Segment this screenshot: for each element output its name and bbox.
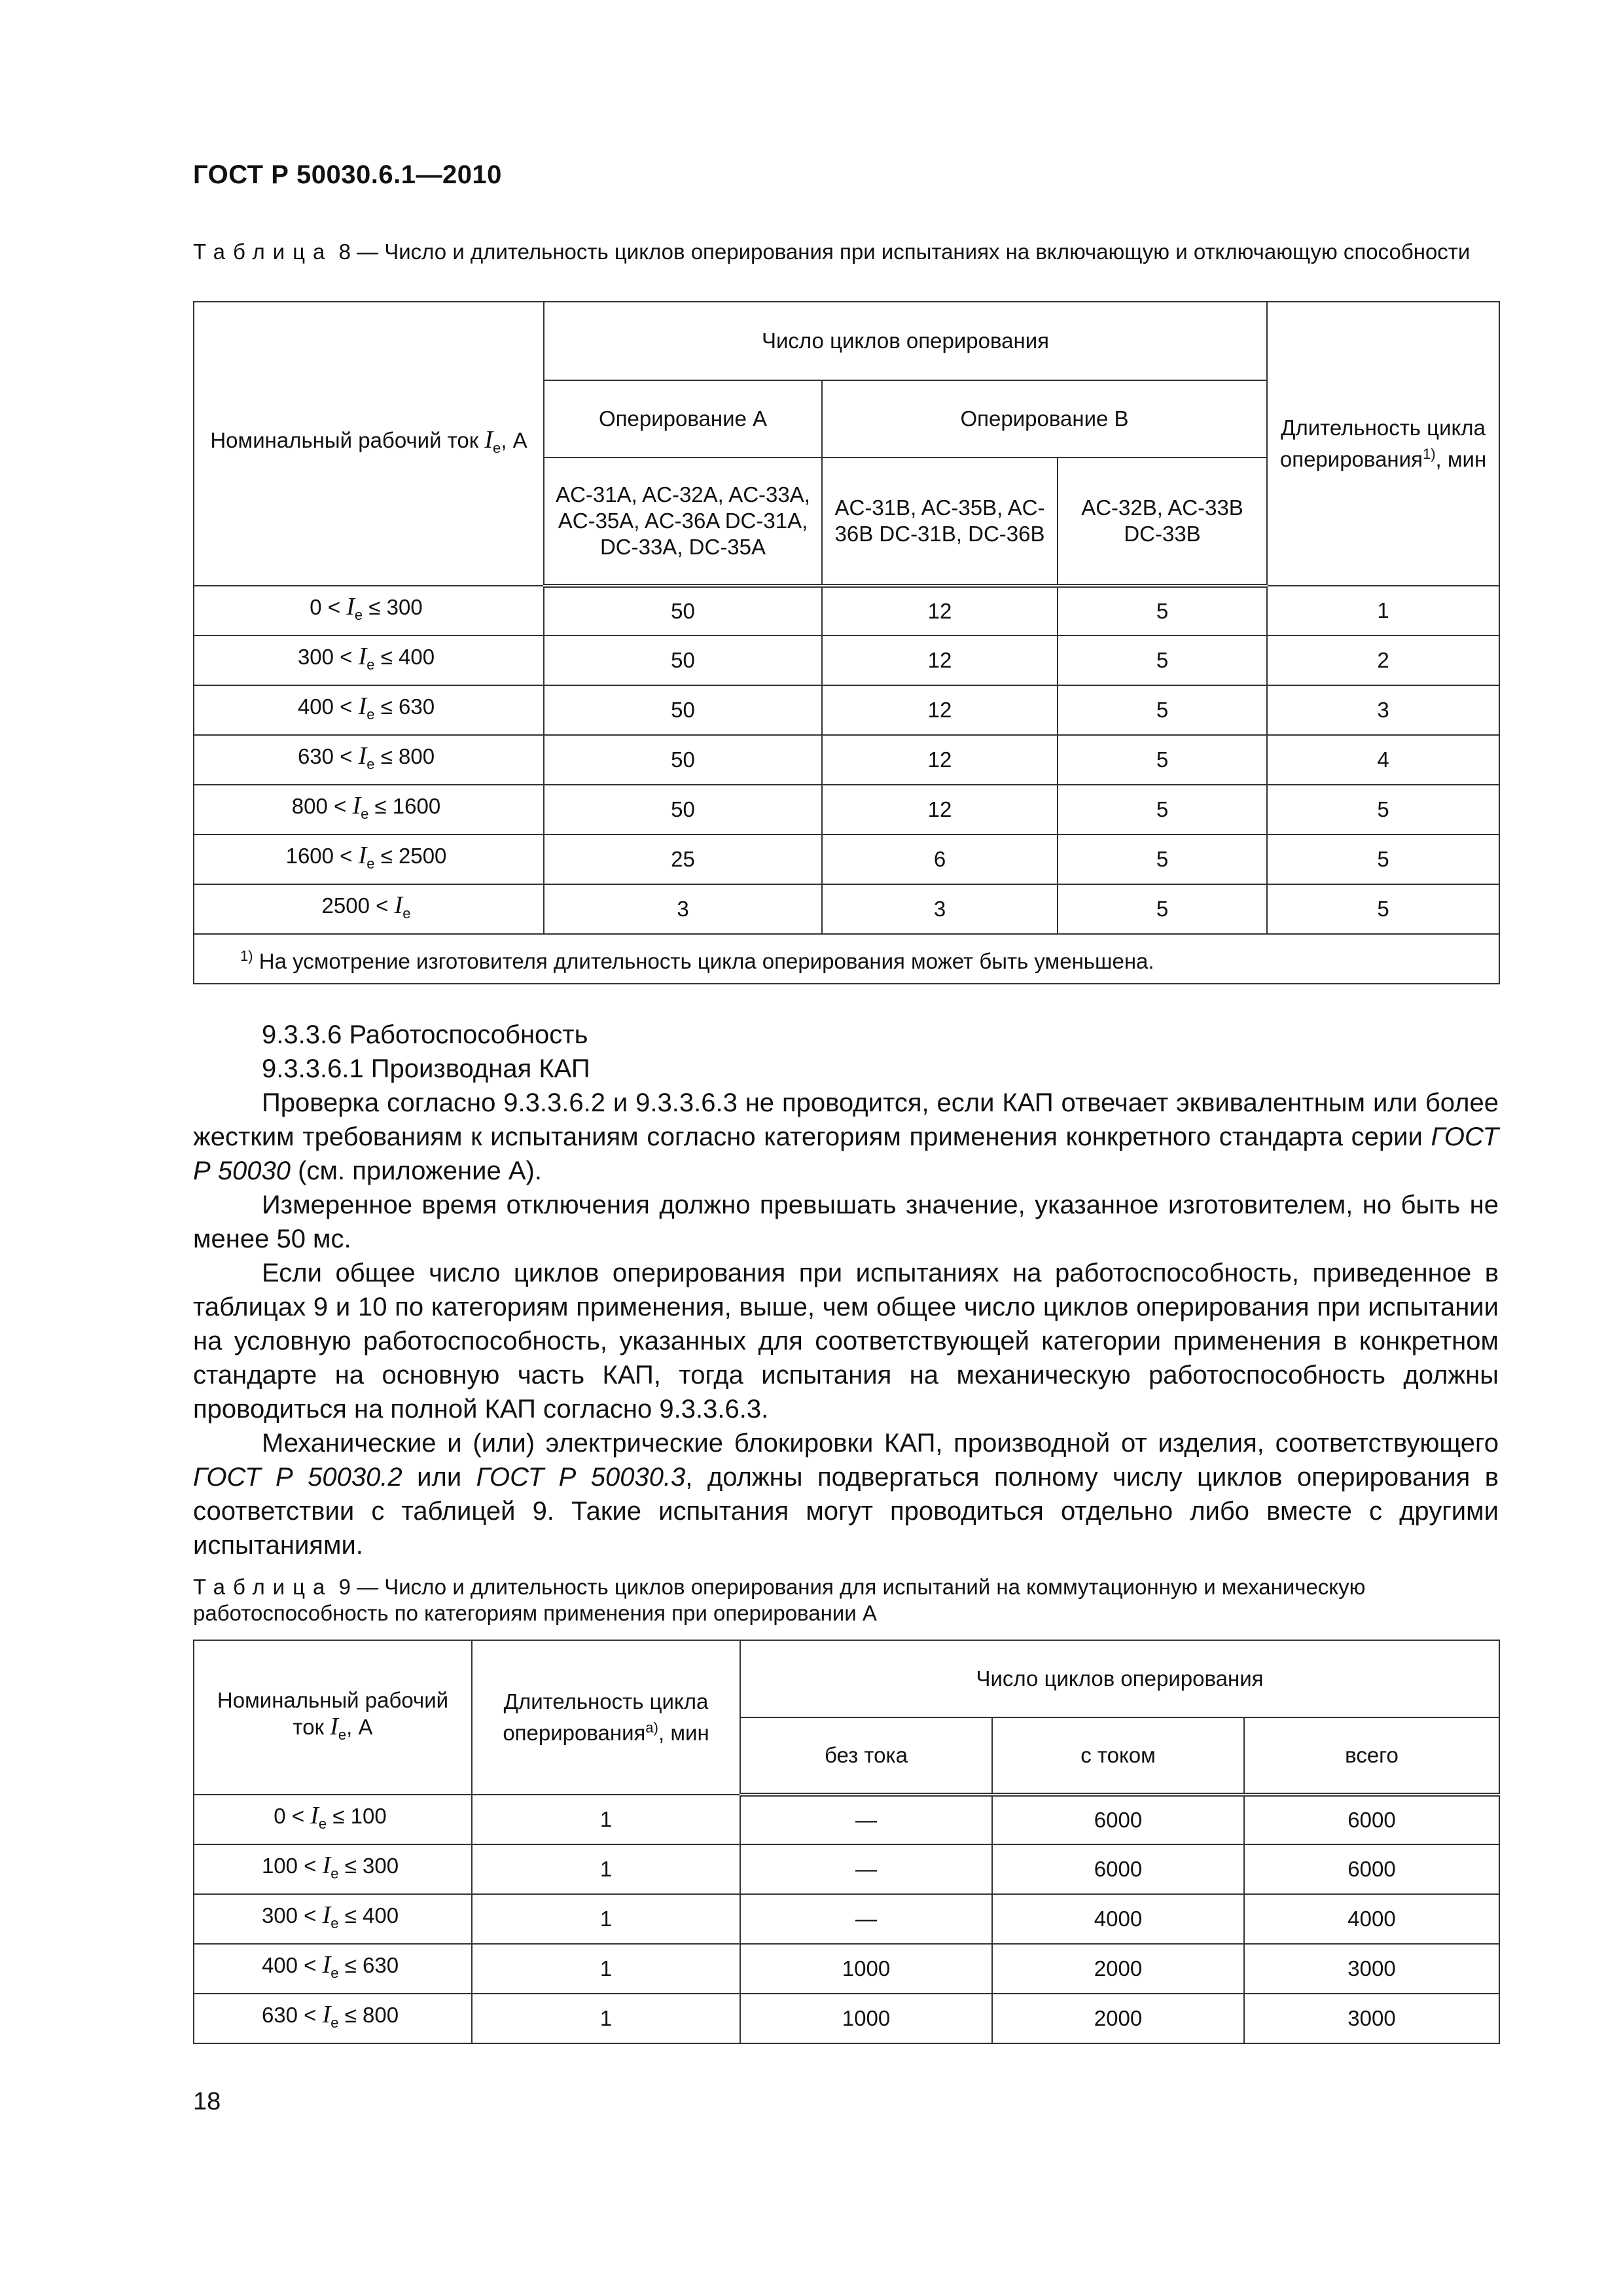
table-cell: 50 <box>544 685 822 735</box>
table8-head-opA: Оперирование А <box>544 380 822 457</box>
current-range-cell: $0 < I_e \le 100$ <box>194 1795 472 1844</box>
table-cell: — <box>740 1844 992 1894</box>
current-range-cell: $0 < I_e \le 300$ <box>194 586 544 636</box>
table-cell: 12 <box>822 785 1058 834</box>
table8 <box>193 301 1500 984</box>
table-cell: 50 <box>544 636 822 685</box>
table8-caption <box>193 239 1499 265</box>
table-row <box>194 1994 1499 2043</box>
current-range-cell: $300 < I_e \le 400$ <box>194 1894 472 1944</box>
subsection-heading: 9.3.3.6.1 Производная КАП <box>262 1054 590 1083</box>
table-cell: 3000 <box>1244 1994 1499 2043</box>
table-cell: 5 <box>1267 834 1499 884</box>
table-cell: 1 <box>472 1894 740 1944</box>
table-cell: 4000 <box>1244 1894 1499 1944</box>
current-range-cell: $630 < I_e \le 800$ <box>194 1994 472 2043</box>
table8-caption-text: 8 — Число и длительность циклов оперирования при испытаниях на включающую и отключающую способности <box>338 240 1471 264</box>
current-range-cell: $1600 < I_e \le 2500$ <box>194 834 544 884</box>
table-cell: 5 <box>1058 636 1267 685</box>
table-cell: 6000 <box>992 1844 1244 1894</box>
table-cell: 1 <box>472 1795 740 1844</box>
table-cell: 2 <box>1267 636 1499 685</box>
table9-caption-text: 9 — Число и длительность циклов оперирования для испытаний на коммутационную и механическую работоспособность по категориям применения при оперировании А <box>193 1575 1366 1625</box>
table-row <box>194 785 1499 834</box>
current-range-cell: $100 < I_e \le 300$ <box>194 1844 472 1894</box>
table8-head-catB2: AC-32B, AC-33B DC-33B <box>1058 457 1267 586</box>
page-number: 18 <box>193 2088 221 2115</box>
current-range-cell: $300 < I_e \le 400$ <box>194 636 544 685</box>
table-cell: 5 <box>1058 785 1267 834</box>
section-heading: 9.3.3.6 Работоспособность <box>262 1020 588 1049</box>
table-cell: 3 <box>544 884 822 934</box>
table-cell: 6 <box>822 834 1058 884</box>
table8-caption-label: Таблица <box>193 240 333 264</box>
table-cell: 1 <box>472 1994 740 2043</box>
table-cell: 12 <box>822 636 1058 685</box>
table-cell: 2000 <box>992 1994 1244 2043</box>
table9-head-current: Номинальный рабочий ток $I_e$, А <box>194 1640 472 1795</box>
table-cell: 5 <box>1058 884 1267 934</box>
table8-head-current: Номинальный рабочий ток $I_e$, А <box>194 302 544 586</box>
table-cell: 6000 <box>1244 1844 1499 1894</box>
table-cell: 4 <box>1267 735 1499 785</box>
table-cell: 1 <box>1267 586 1499 636</box>
current-range-cell: $400 < I_e \le 630$ <box>194 1944 472 1994</box>
table8-head-duration: Длительность цикла оперирования$^{1)}$, мин <box>1267 302 1499 586</box>
table8-footnote: $^{1)}$ На усмотрение изготовителя длительность цикла оперирования может быть уменьшена. <box>194 934 1499 984</box>
table-cell: 1 <box>472 1844 740 1894</box>
table-cell: 1 <box>472 1944 740 1994</box>
table-cell: 12 <box>822 685 1058 735</box>
table-cell: 50 <box>544 586 822 636</box>
current-range-cell: $2500 < I_e$ <box>194 884 544 934</box>
table-row <box>194 1894 1499 1944</box>
table-cell: — <box>740 1795 992 1844</box>
table9-head-duration: Длительность цикла оперирования$^{а)}$, мин <box>472 1640 740 1795</box>
table9-head-cycles: Число циклов оперирования <box>740 1640 1499 1717</box>
current-range-cell: $630 < I_e \le 800$ <box>194 735 544 785</box>
table-row <box>194 884 1499 934</box>
table-row <box>194 1944 1499 1994</box>
table-cell: 6000 <box>1244 1795 1499 1844</box>
table8-head-opB: Оперирование В <box>822 380 1267 457</box>
table-row <box>194 735 1499 785</box>
table-cell: 5 <box>1058 685 1267 735</box>
table-row <box>194 586 1499 636</box>
table-cell: 3000 <box>1244 1944 1499 1994</box>
table-row <box>194 834 1499 884</box>
table8-head-cycles: Число циклов оперирования <box>544 302 1267 380</box>
table9-head-with-current: с током <box>992 1717 1244 1795</box>
paragraph-3: Если общее число циклов оперирования при испытаниях на работоспособность, приведенное в таблицах 9 и 10 по категориям применения, выше, чем общее число циклов оперирования при испытании на условную работоспособность, указанных для соответствующей категории применения в конкретном стандарте на основную часть КАП, тогда испытания на механическую работоспособность должны проводиться на полной КАП согласно 9.3.3.6.3. <box>193 1259 1499 1424</box>
table-cell: 12 <box>822 586 1058 636</box>
table-cell: 6000 <box>992 1795 1244 1844</box>
current-range-cell: $400 < I_e \le 630$ <box>194 685 544 735</box>
paragraph-2: Измеренное время отключения должно превышать значение, указанное изготовителем, но быть не менее 50 мс. <box>193 1191 1499 1253</box>
section-9-3-3-6 <box>193 1018 1499 1562</box>
table-cell: 5 <box>1058 834 1267 884</box>
table9-head-no-current: без тока <box>740 1717 992 1795</box>
current-range-cell: $800 < I_e \le 1600$ <box>194 785 544 834</box>
table8-head-catA: AC-31A, AC-32A, AC-33A, AC-35A, AC-36A DC-31A, DC-33A, DC-35A <box>544 457 822 586</box>
table-cell: 1000 <box>740 1944 992 1994</box>
table-cell: 3 <box>822 884 1058 934</box>
table-cell: 12 <box>822 735 1058 785</box>
table8-head-catB1: AC-31B, AC-35B, AC-36B DC-31B, DC-36B <box>822 457 1058 586</box>
table-cell: 5 <box>1058 586 1267 636</box>
table-cell: 5 <box>1267 884 1499 934</box>
table-cell: 5 <box>1058 735 1267 785</box>
paragraph-4: Механические и (или) электрические блокировки КАП, производной от изделия, соответствующего ГОСТ Р 50030.2 или ГОСТ Р 50030.3, должны подвергаться полному числу циклов оперирования в соответствии с таблицей 9. Такие испытания могут проводиться отдельно либо вместе с другими испытаниями. <box>193 1429 1499 1560</box>
table-cell: 50 <box>544 735 822 785</box>
table-row <box>194 685 1499 735</box>
paragraph-1: Проверка согласно 9.3.3.6.2 и 9.3.3.6.3 не проводится, если КАП отвечает эквивалентным или более жестким требованиям к испытаниям согласно категориям применения конкретного стандарта серии ГОСТ Р 50030 (см. приложение А). <box>193 1088 1499 1185</box>
table-row <box>194 1844 1499 1894</box>
table-cell: 4000 <box>992 1894 1244 1944</box>
table-cell: 5 <box>1267 785 1499 834</box>
table-cell: — <box>740 1894 992 1944</box>
table-row <box>194 1795 1499 1844</box>
table9-caption-label: Таблица <box>193 1575 333 1599</box>
table-cell: 25 <box>544 834 822 884</box>
table-cell: 50 <box>544 785 822 834</box>
table9-head-total: всего <box>1244 1717 1499 1795</box>
page-header: ГОСТ Р 50030.6.1—2010 <box>193 160 502 189</box>
table-cell: 2000 <box>992 1944 1244 1994</box>
table-cell: 1000 <box>740 1994 992 2043</box>
table9 <box>193 1640 1500 2044</box>
table9-caption <box>193 1574 1499 1626</box>
table-cell: 3 <box>1267 685 1499 735</box>
table-row <box>194 636 1499 685</box>
